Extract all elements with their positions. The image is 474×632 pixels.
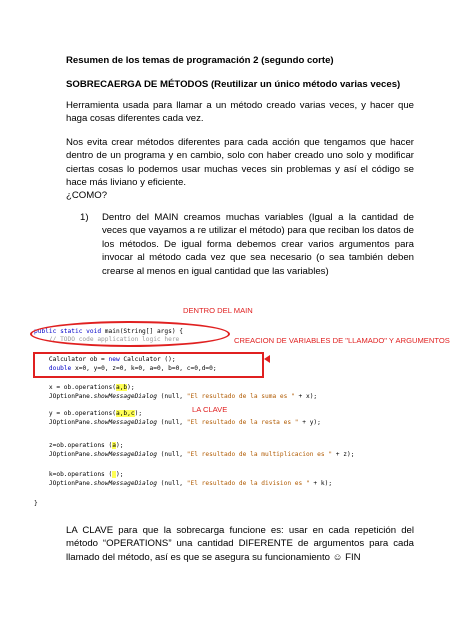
main-signature-ellipse	[30, 321, 230, 347]
code-line-4: double x=0, y=0, z=0, k=0, a=0, b=0, c=0,d=0;	[34, 365, 217, 372]
annotation-main: DENTRO DEL MAIN	[183, 306, 253, 315]
code-line-5: x = ob.operations(a,b);	[34, 384, 135, 391]
list-item-text: Dentro del MAIN creamos muchas variables (Igual a la cantidad de veces que vayamos a re utilizar el método) para que reciban los datos de los métodos. De igual forma debemos crear varios argumentos para invocar al método cada vez que sea necesario (o sea también deben crearse al menos en igual cantidad que las variables)	[102, 212, 414, 277]
code-line-7: y = ob.operations(a,b,c);	[34, 410, 143, 417]
code-line-6: JOptionPane.showMessageDialog (null, "El resultado de la suma es " + x);	[34, 393, 318, 400]
closing-paragraph: LA CLAVE para que la sobrecarga funcione es: usar en cada repetición del método “OPERATIONS” una cantidad DIFERENTE de argumentos para cada llamado del método, así es que se asegura su funcionamiento ☺ FIN	[66, 525, 414, 563]
code-line-2: // TODO code application logic here	[34, 336, 180, 343]
code-line-1: public static void main(String[] args) {	[34, 328, 184, 335]
section-title: SOBRECAERGA DE MÉTODOS (Reutilizar un único método varias veces)	[66, 79, 401, 90]
annotation-key: LA CLAVE	[192, 405, 228, 414]
code-line-11: k=ob.operations ( );	[34, 471, 124, 478]
paragraph-definition: Herramienta usada para llamar a un método creado varias veces, y hacer que haga cosas diferentes cada vez.	[66, 100, 414, 125]
code-line-12: JOptionPane.showMessageDialog (null, "El resultado de la division es " + k);	[34, 480, 333, 487]
code-line-13: }	[34, 500, 38, 507]
question-heading: ¿COMO?	[66, 190, 108, 201]
variables-highlight-box	[33, 352, 264, 378]
code-line-3: Calculator ob = new Calculator ();	[34, 356, 176, 363]
document-heading: Resumen de los temas de programación 2 (segundo corte)	[66, 55, 334, 66]
code-line-10: JOptionPane.showMessageDialog (null, "El resultado de la multiplicacion es " + z);	[34, 451, 355, 458]
paragraph-benefit: Nos evita crear métodos diferentes para cada acción que tengamos que hacer dentro de un programa y en cambio, solo con haber creado uno solo y modificar ciertas cosas lo podemos usar muchas veces sin problemas y así el código se hace más liviano y eficiente.	[66, 137, 414, 189]
annotation-variables: CREACION DE VARIABLES DE "LLAMADO" Y ARGUMENTOS	[234, 336, 450, 345]
code-line-9: z=ob.operations (a);	[34, 442, 124, 449]
code-figure	[30, 318, 460, 516]
annotation-arrow	[264, 355, 270, 363]
list-number: 1)	[80, 212, 89, 223]
code-line-8: JOptionPane.showMessageDialog (null, "El resultado de la resta es " + y);	[34, 419, 321, 426]
